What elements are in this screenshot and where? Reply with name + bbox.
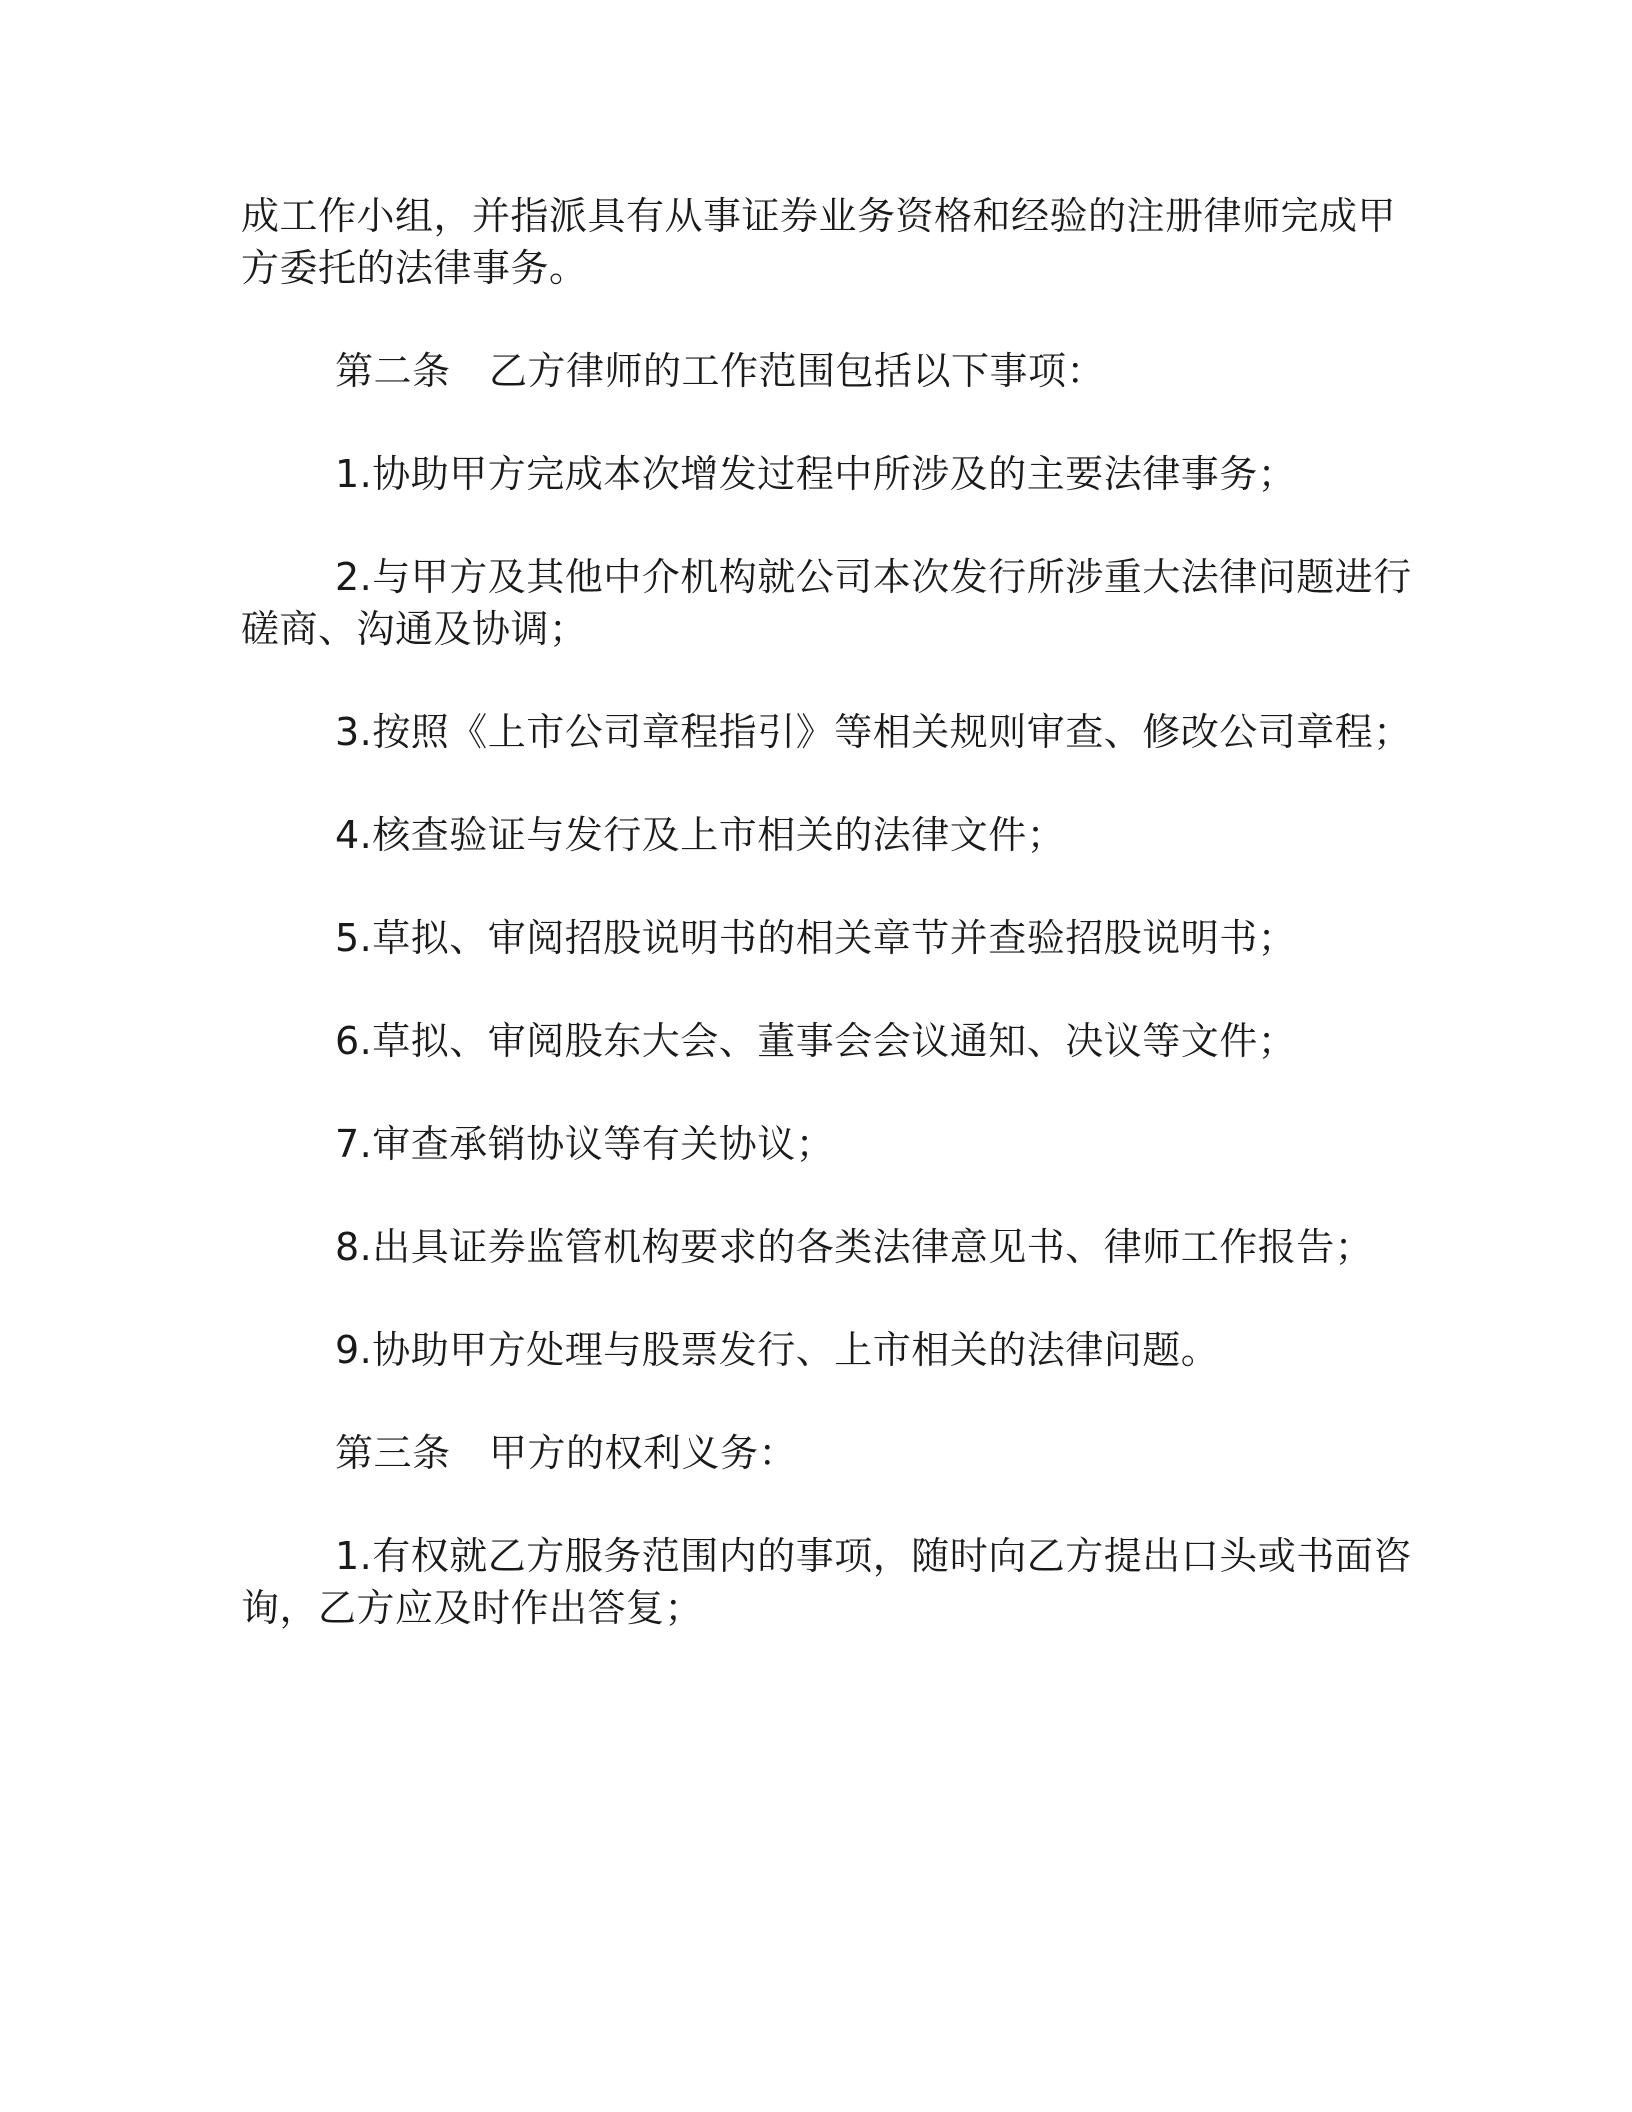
list-item: 9.协助甲方处理与股票发行、上市相关的法律问题。 <box>335 1328 1220 1372</box>
document-body <box>241 190 1412 1634</box>
list-item: 7.审查承销协议等有关协议； <box>335 1122 835 1166</box>
list-item: 1.有权就乙方服务范围内的事项，随时向乙方提出口头或书面咨 <box>335 1534 1412 1578</box>
paragraph-line: 成工作小组，并指派具有从事证券业务资格和经验的注册律师完成甲 <box>241 194 1397 238</box>
list-item: 1.协助甲方完成本次增发过程中所涉及的主要法律事务； <box>335 452 1297 496</box>
article-heading: 第二条 乙方律师的工作范围包括以下事项： <box>335 349 1106 393</box>
list-item-continuation: 询，乙方应及时作出答复； <box>241 1586 704 1630</box>
article-heading: 第三条 甲方的权利义务： <box>335 1431 798 1475</box>
paragraph-line: 方委托的法律事务。 <box>241 246 588 290</box>
list-item-continuation: 磋商、沟通及协调； <box>241 607 588 651</box>
list-item: 5.草拟、审阅招股说明书的相关章节并查验招股说明书； <box>335 916 1297 960</box>
list-item: 4.核查验证与发行及上市相关的法律文件； <box>335 813 1066 857</box>
list-item: 3.按照《上市公司章程指引》等相关规则审查、修改公司章程； <box>335 710 1412 754</box>
list-item: 2.与甲方及其他中介机构就公司本次发行所涉重大法律问题进行 <box>335 555 1412 599</box>
list-item: 6.草拟、审阅股东大会、董事会会议通知、决议等文件； <box>335 1019 1297 1063</box>
list-item: 8.出具证券监管机构要求的各类法律意见书、律师工作报告； <box>335 1225 1374 1269</box>
